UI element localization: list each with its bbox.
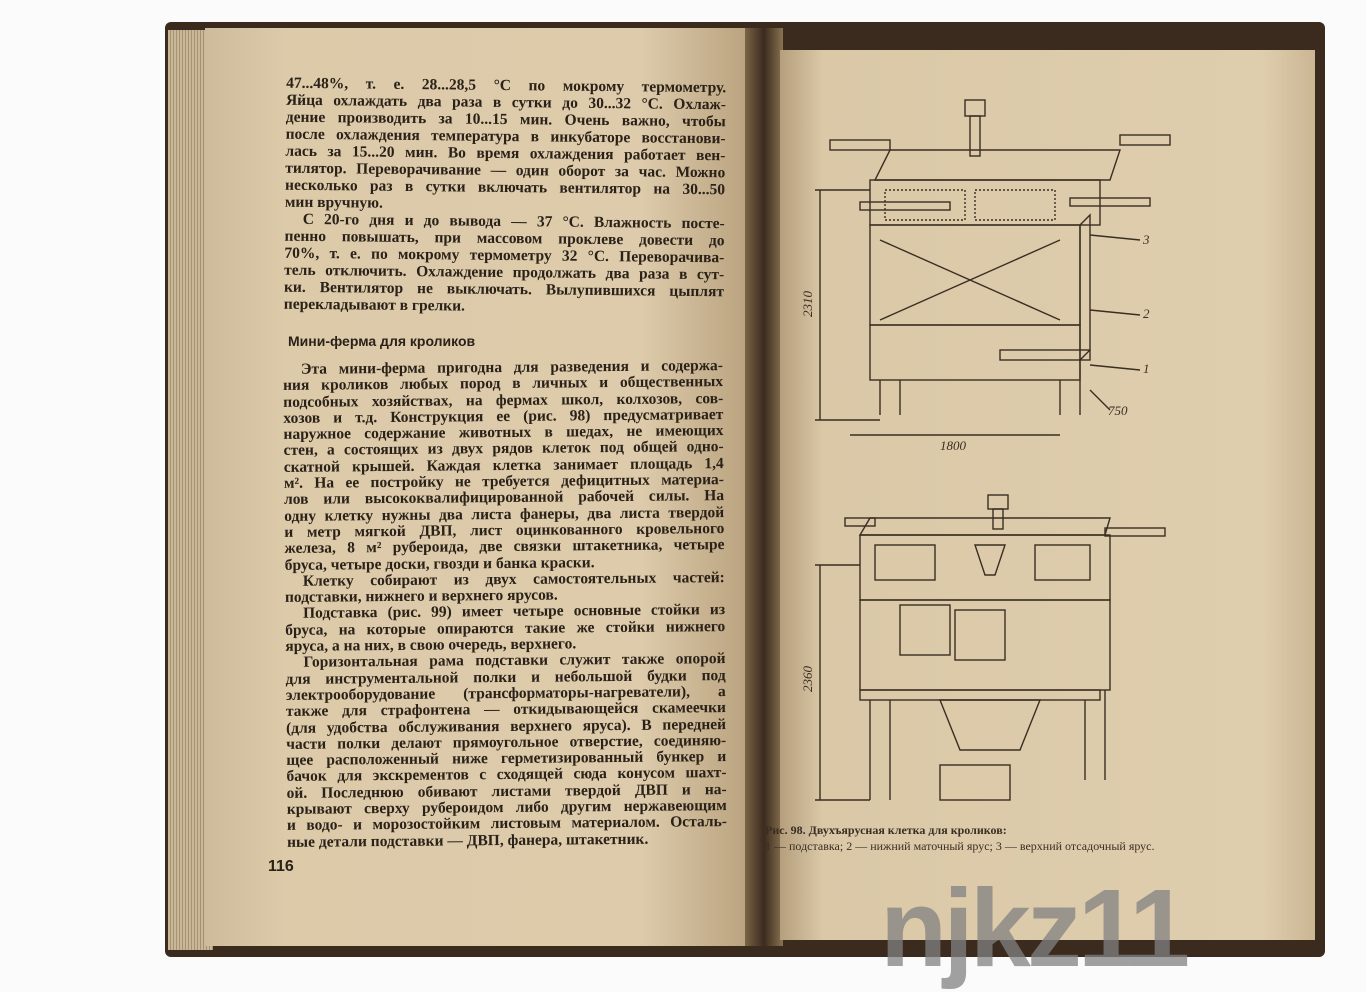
text-line: хозов и т.д. Конструкция ее (рис. 98) предусматривает: [283, 405, 724, 427]
text-line: также для страфонтена — откидывающейся скамеечки: [285, 699, 726, 721]
text-line: подсобных хозяйствах, на фермах школ, колхозов, сов-: [283, 389, 724, 411]
text-line: несколько раз в сутки включать вентилятор на 30...50: [285, 176, 726, 199]
text-line: дение производить за 10...15 мин. Очень важно, чтобы: [285, 108, 726, 131]
text-line: 70%, т. е. по мокрому термометру 32 °С. Переворачива-: [284, 244, 725, 267]
text-line: бруса, четыре доски, гвозди и банка краски.: [284, 553, 595, 574]
text-line: щее расположенный ниже герметизированный бункер и: [286, 748, 727, 770]
book-gutter: [745, 28, 783, 946]
callout-label: 1: [1143, 361, 1150, 376]
text-line: для инструментальной полки и небольшой будки под: [285, 666, 726, 688]
text-line: и водо- и морозостойким листовым материалом. Осталь-: [286, 813, 727, 835]
callout-label: 2: [1143, 306, 1150, 321]
section-heading: Мини-ферма для кроликов: [288, 333, 476, 349]
dimension-label: 2360: [800, 666, 815, 692]
watermark: njkz11: [880, 867, 1187, 990]
caption-title: Рис. 98. Двухъярусная клетка для кроликов:: [765, 823, 1007, 837]
rabbit-cage-drawing: [790, 90, 1210, 810]
text-line: лов или высококвалифицированной рабочей силы. На: [284, 487, 725, 509]
callout-label: 3: [1143, 232, 1150, 247]
dimension-label: 750: [1108, 403, 1128, 418]
caption-text: 1 — подставка; 2 — нижний маточный ярус; 3 — верхний отсадочный ярус.: [765, 839, 1155, 853]
text-line: и метр мягкой ДВП, лист оцинкованного кровельного: [284, 520, 725, 541]
cage-drawing-top: [815, 100, 1170, 435]
text-line: пенно повышать, при массовом проклеве довести до: [284, 227, 725, 250]
text-line: бачок для экскрементов с сходящей сюда конусом шахт-: [286, 764, 727, 786]
text-line: железа, 8 м² рубероида, две связки штакетника, четыре: [284, 536, 725, 558]
text-line: перекладывают в грелки.: [283, 295, 466, 315]
text-line: м². На ее постройку не требуется дефицитных материа-: [283, 471, 724, 493]
text-line: Клетку собирают из двух самостоятельных частей:: [302, 568, 725, 590]
dimension-label: 1800: [940, 438, 966, 453]
text-line: тель отключить. Охлаждение продолжать два раза в сут-: [284, 261, 725, 284]
figure-caption: [765, 822, 1205, 854]
text-line: наружное содержание животных в шедах, не имеющих: [283, 422, 724, 444]
text-line: тилятор. Переворачивание — один оборот за час. Можно: [285, 159, 726, 182]
text-line: ные детали подставки — ДВП, фанера, штакетник.: [286, 830, 649, 851]
text-line: (для удобства обслуживания верхнего яруса). В передней: [285, 715, 727, 737]
text-line: ой. Последнюю обивают листами твердой ДВП и на-: [286, 780, 727, 802]
dimension-label: 2310: [800, 291, 815, 317]
text-line: Яйца охлаждать два раза в сутки до 30...32 °С. Охлаж-: [285, 91, 727, 114]
paragraph-mini-farm: [283, 358, 727, 851]
text-line: после охлаждения температура в инкубаторе восстанови-: [285, 125, 726, 148]
text-line: одну клетку нужны два листа фанеры, два листа твердой: [284, 503, 725, 525]
text-line: стен, а состоящих из двух рядов клеток под общей одно-: [283, 438, 724, 460]
text-line: части полки делают прямоугольное отверстие, соединяю-: [286, 731, 727, 753]
text-line: лась за 15...20 мин. Во время охлаждения работает вен-: [285, 142, 726, 165]
text-line: яруса, а на них, в свою очередь, верхнего.: [285, 635, 577, 655]
text-line: крывают сверху рубероидом либо другим нержавеющим: [286, 797, 727, 818]
text-line: скатной крышей. Каждая клетка занимает площадь 1,4: [283, 454, 724, 476]
text-line: бруса, на которые опираются такие же стойки нижнего: [285, 617, 726, 639]
text-line: мин вручную.: [284, 193, 383, 212]
text-line: 47...48%, т. е. 28...28,5 °С по мокрому термометру.: [286, 74, 727, 97]
text-line: Эта мини-ферма пригодна для разведения и содержа-: [300, 357, 723, 378]
text-line: электрооборудование (трансформаторы-нагреватели), а: [285, 683, 726, 704]
text-line: ки. Вентилятор не выключать. Вылупившихся цыплят: [283, 278, 725, 301]
page-number: 116: [268, 858, 294, 875]
text-line: Подставка (рис. 99) имеет четыре основные стойки из: [302, 601, 726, 623]
cage-drawing-bottom: [815, 495, 1165, 800]
text-line: подставки, нижнего и верхнего ярусов.: [284, 586, 558, 607]
text-line: Горизонтальная рама подставки служит также опорой: [303, 650, 726, 672]
paragraph-incubation: [284, 75, 726, 318]
text-line: ния кроликов любых пород в личных и общественных: [283, 373, 724, 395]
text-line: С 20-го дня и до вывода — 37 °С. Влажность посте-: [302, 210, 725, 233]
